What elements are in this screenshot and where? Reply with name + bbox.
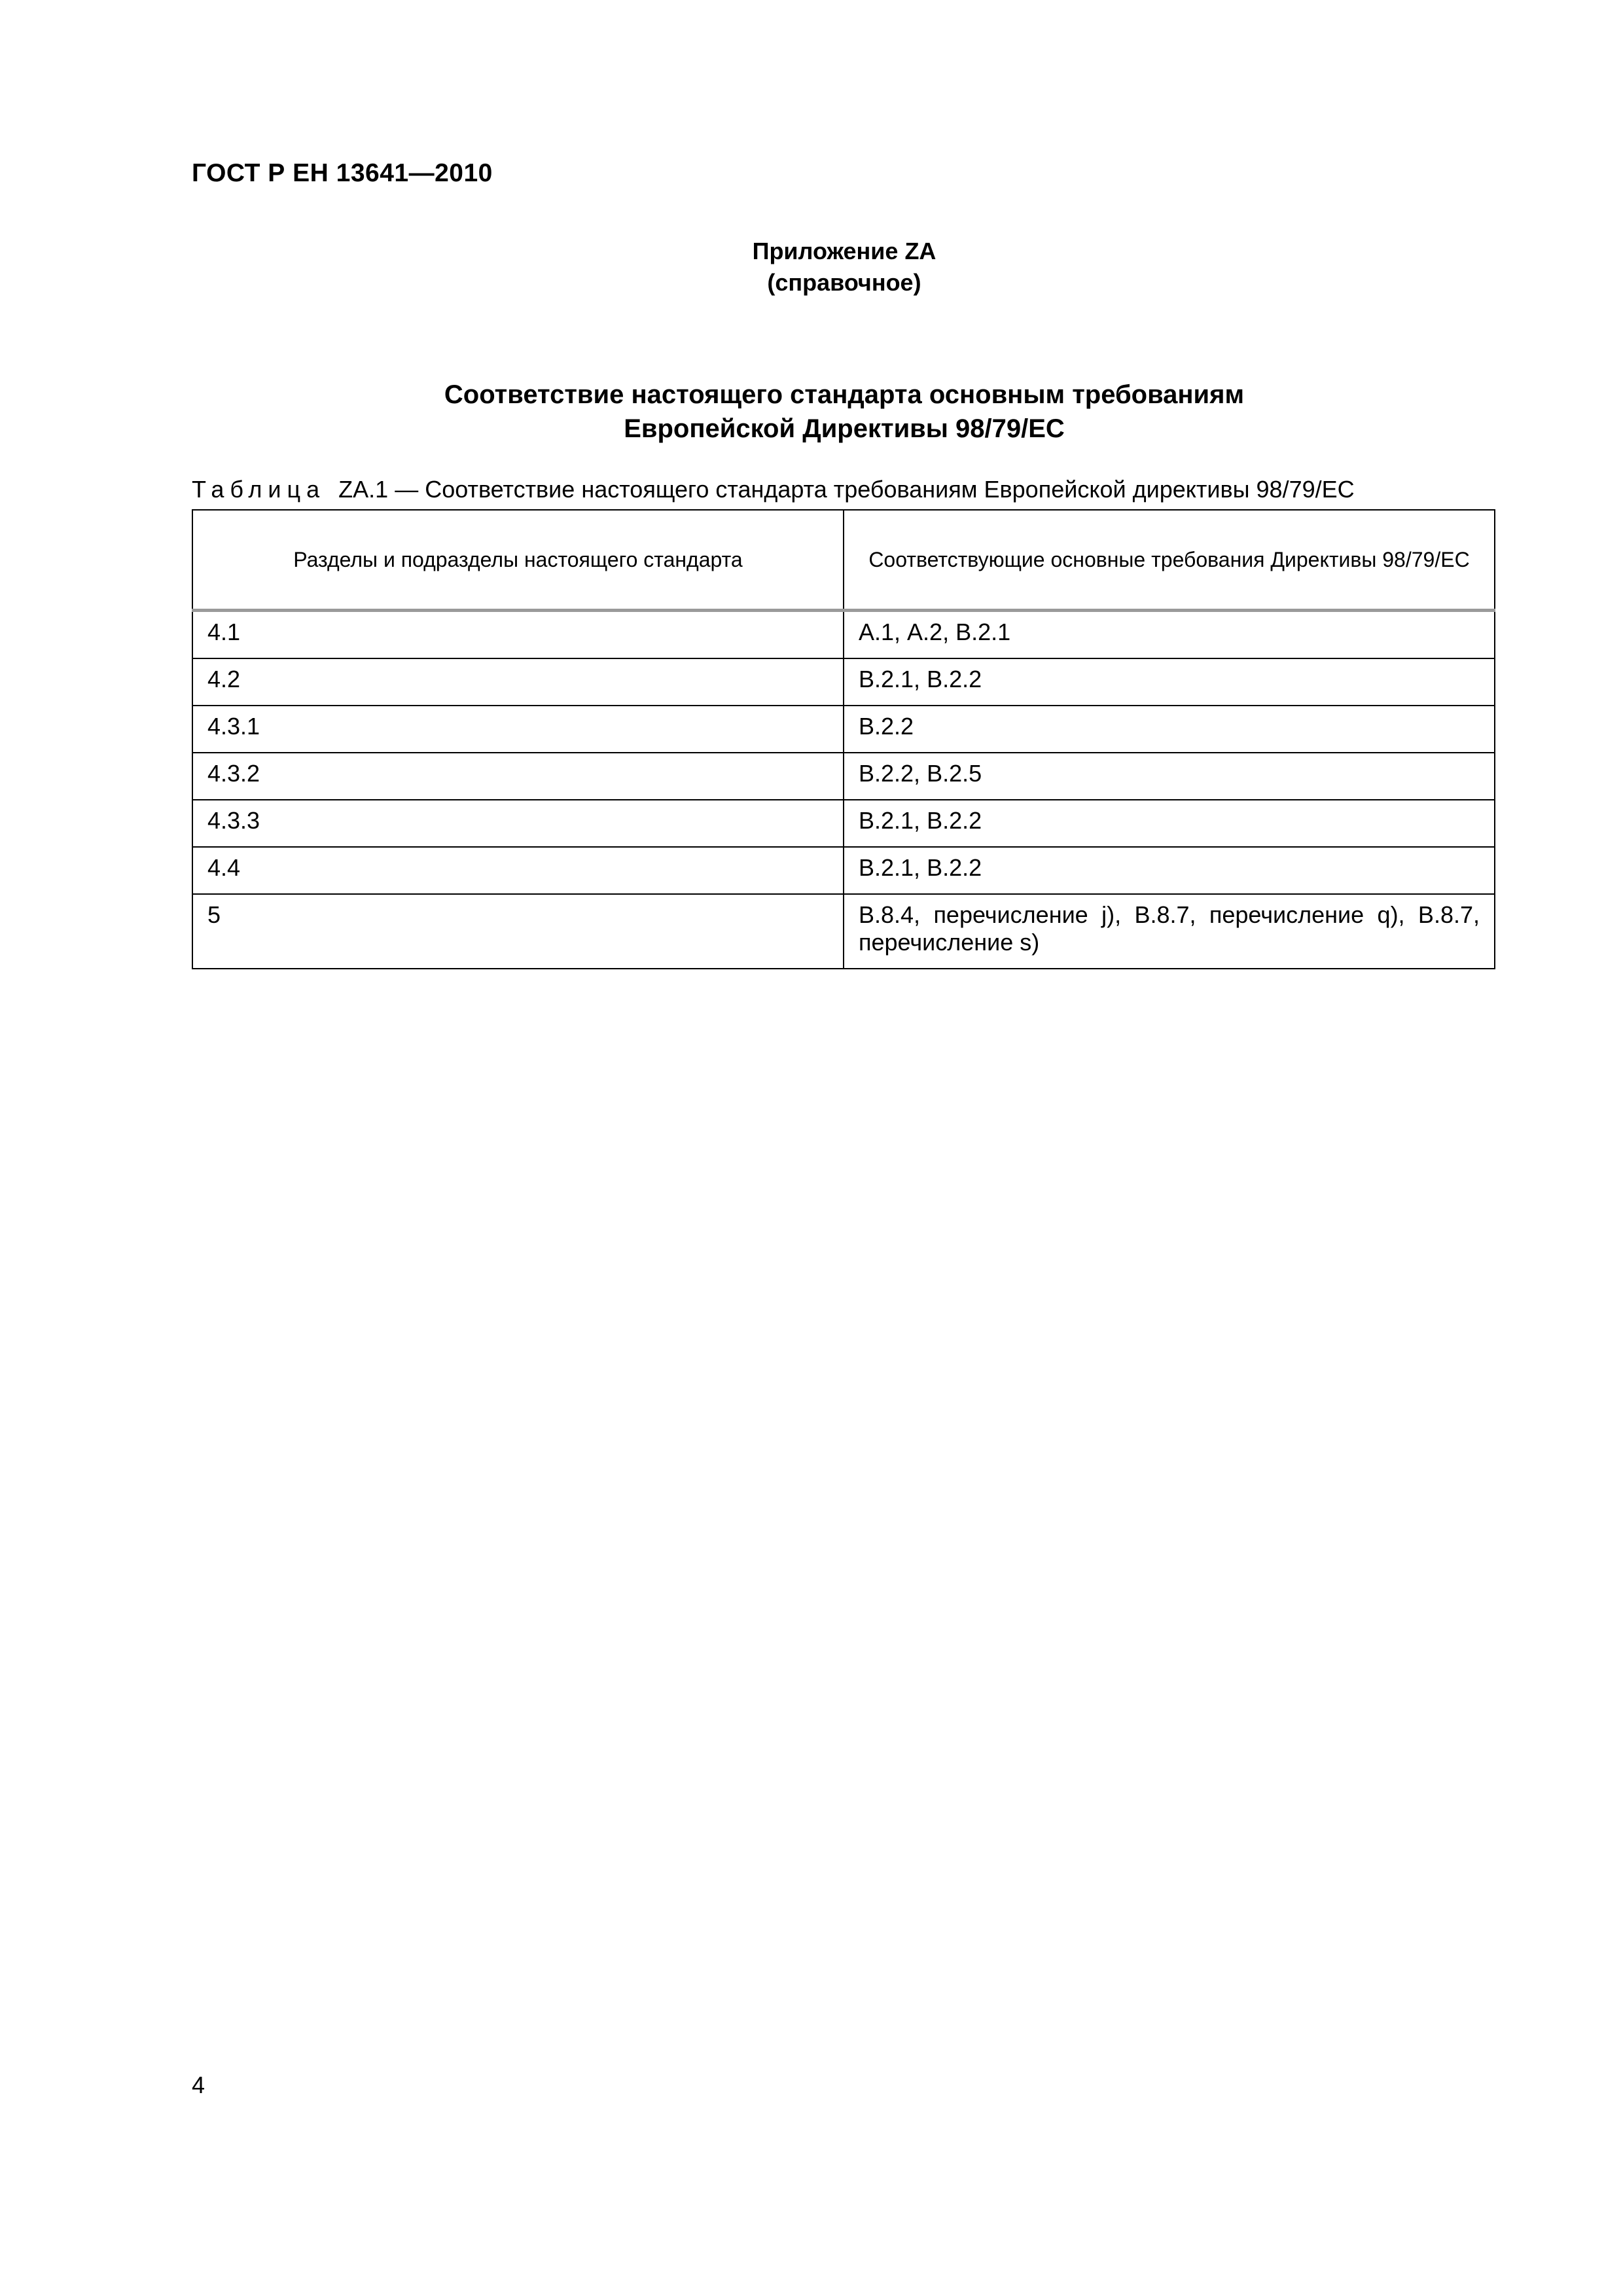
annex-label: Приложение ZA [752,238,936,264]
annex-title-line-2: Европейской Директивы 98/79/ЕС [624,414,1065,443]
cell-section: 5 [192,894,844,969]
cell-requirements: В.2.1, В.2.2 [844,800,1495,847]
cell-section: 4.2 [192,658,844,706]
table-row [192,894,1495,969]
header-sections: Разделы и подразделы настоящего стандарта [192,510,844,611]
table-row [192,706,1495,753]
cell-requirements: В.8.4, перечисление j), В.8.7, перечисление q), В.8.7, перечисление s) [844,894,1495,969]
document-code: ГОСТ Р ЕН 13641—2010 [192,159,493,187]
cell-requirements: В.2.1, В.2.2 [844,847,1495,894]
cell-section: 4.3.3 [192,800,844,847]
page-number: 4 [192,2072,205,2098]
table-row [192,658,1495,706]
table-row [192,847,1495,894]
annex-kind: (справочное) [767,269,921,296]
annex-title-line-1: Соответствие настоящего стандарта основным требованиям [444,380,1245,409]
table-caption-word: Таблица [192,476,326,503]
table-caption-text: ZA.1 — Соответствие настоящего стандарта требованиям Европейской директивы 98/79/ЕС [338,476,1355,503]
cell-requirements: В.2.2, В.2.5 [844,753,1495,800]
cell-requirements: В.2.1, В.2.2 [844,658,1495,706]
table-header-row [192,510,1495,611]
table-row [192,753,1495,800]
annex-title [262,378,1427,446]
table-row [192,611,1495,659]
table-row [192,800,1495,847]
header-requirements: Соответствующие основные требования Директивы 98/79/ЕС [844,510,1495,611]
cell-requirements: В.2.2 [844,706,1495,753]
table-caption [192,476,1355,503]
annex-heading [458,236,1230,298]
cell-section: 4.3.1 [192,706,844,753]
cell-section: 4.3.2 [192,753,844,800]
cell-section: 4.1 [192,611,844,659]
cell-section: 4.4 [192,847,844,894]
correspondence-table [192,509,1495,969]
cell-requirements: А.1, А.2, В.2.1 [844,611,1495,659]
